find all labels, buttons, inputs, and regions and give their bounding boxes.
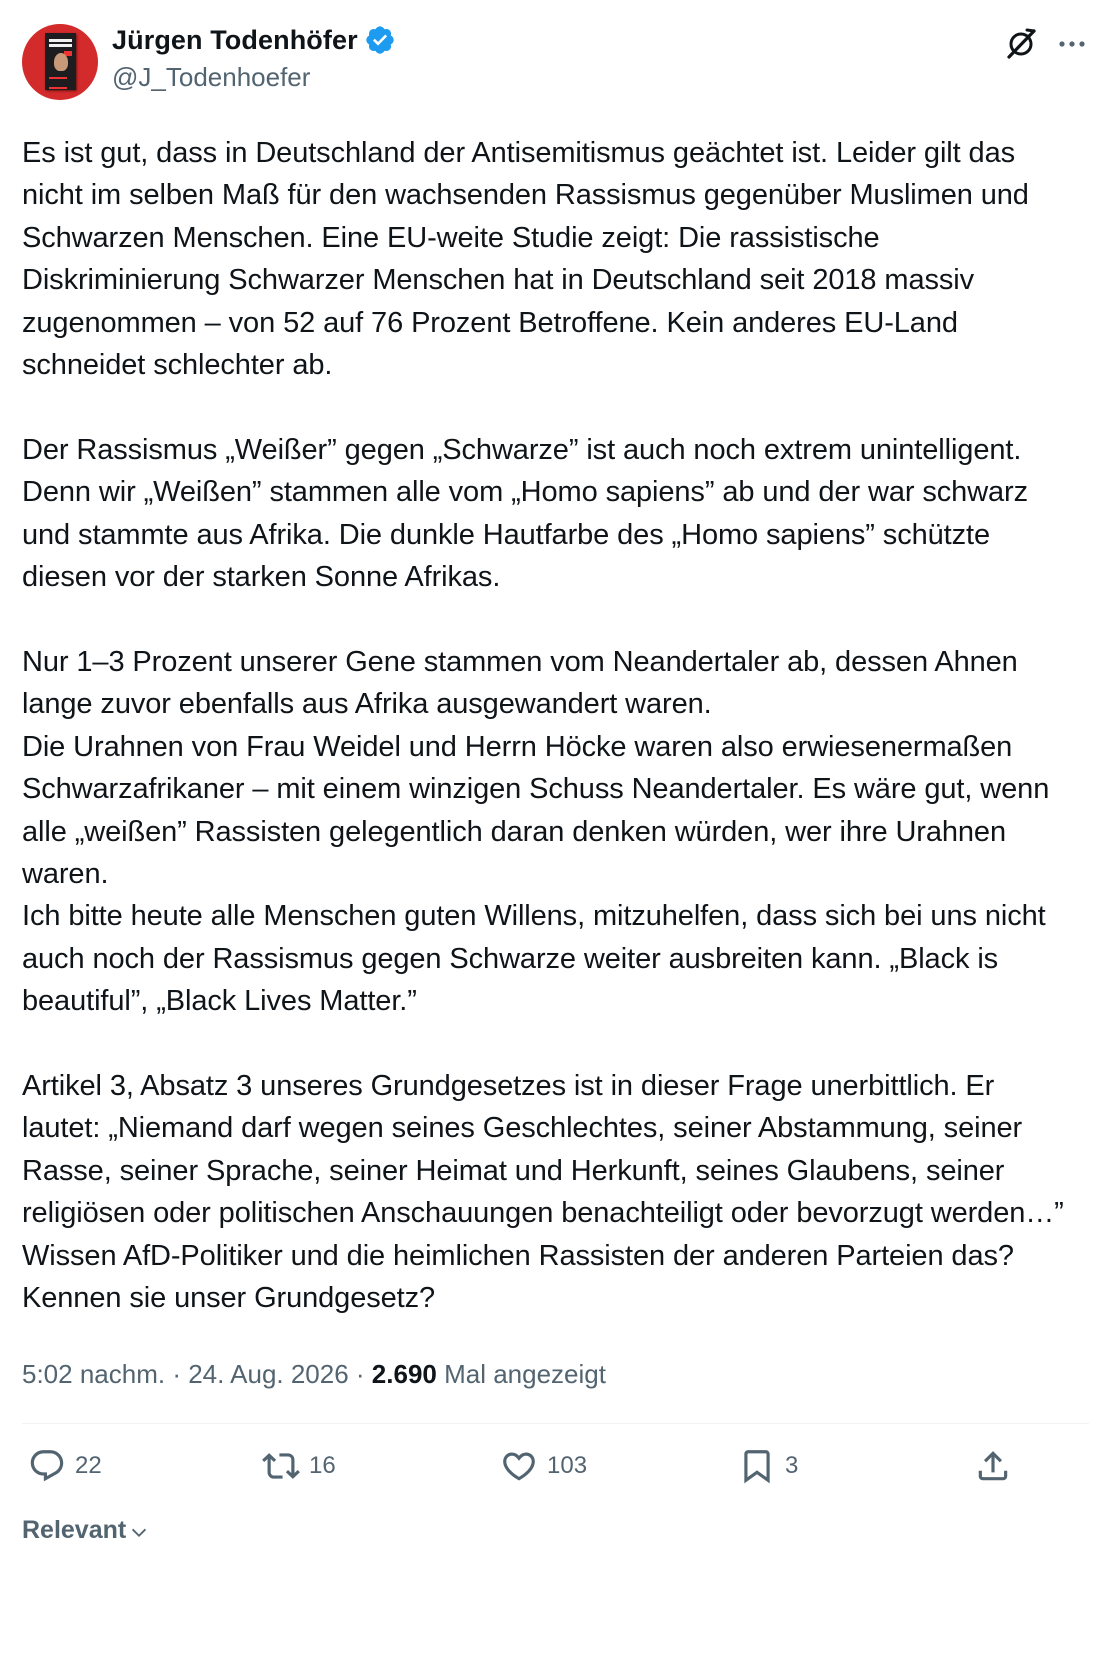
verified-badge-icon[interactable] (364, 24, 396, 56)
chevron-down-icon (128, 1522, 150, 1544)
sort-label: Relevant (22, 1515, 127, 1544)
repost-count: 16 (309, 1452, 336, 1480)
grok-icon[interactable] (1003, 26, 1039, 62)
author-handle[interactable]: @J_Todenhoefer (112, 62, 311, 92)
bookmark-icon (738, 1447, 776, 1485)
tweet-text: Es ist gut, dass in Deutschland der Antisemitismus geächtet ist. Leider gilt das nicht im selben Maß für den wachsenden Rassismus gegenüber Muslimen und Schwarzen Menschen. Eine EU-weite Studie zeigt: Die rassistische Diskriminierung Schwarzer Menschen hat in Deutschland seit 2018 massiv zugenommen – von 52 auf 76 Prozent Betroffene. Kein anderes EU-Land schneidet schlechter ab. Der Rassismus „Weißer” gegen „Schwarze” ist auch noch extrem unintelligent. Denn wir „Weißen” stammen alle vom „Homo sapiens” ab und der war schwarz und stammte aus Afrika. Die dunkle Hautfarbe des „Homo sapiens” schützte diesen vor der starken Sonne Afrikas. Nur 1–3 Prozent unserer Gene stammen vom Neandertaler ab, dessen Ahnen lange zuvor ebenfalls aus Afrika ausgewandert waren. Die Urahnen von Frau Weidel und Herrn Höcke waren also erwiesenermaßen Schwarzafrikaner – mit einem winzigen Schuss Neandertaler. Es wäre gut, wenn alle „weißen” Rassisten gelegentlich daran denken würden, wer ihre Urahnen waren. Ich bitte heute alle Menschen guten Willens, mitzuhelfen, dass sich bei uns nicht auch noch der Rassismus gegen Schwarze weiter ausbreiten kann. „Black is beautiful”, „Black Lives Matter.” Artikel 3, Absatz 3 unseres Grundgesetzes ist in dieser Frage unerbittlich. Er lautet: „Niemand darf wegen seines Geschlechtes, seiner Abstammung, seiner Rasse, seiner Sprache, seiner Heimat und Herkunft, seines Glaubens, seiner religiösen oder politischen Anschauungen benachteiligt oder bevorzugt werden…” Wissen AfD-Politiker und die heimlichen Rassisten der anderen Parteien das? Kennen sie unser Grundgesetz? (22, 137, 1064, 1314)
post-date[interactable]: 24. Aug. 2026 (188, 1359, 349, 1390)
tweet (22, 22, 1089, 1550)
meta-separator: · (165, 1359, 189, 1390)
tweet-metadata (22, 1356, 1089, 1392)
tweet-header (22, 22, 1089, 102)
author-display-name[interactable]: Jürgen Todenhöfer (112, 24, 358, 55)
author-info (112, 22, 396, 93)
share-button[interactable] (974, 1447, 1012, 1485)
share-icon (974, 1447, 1012, 1485)
reply-sort-dropdown[interactable] (22, 1510, 1089, 1550)
action-bar (22, 1424, 1089, 1510)
views-label: Mal angezeigt (436, 1359, 606, 1390)
reply-icon (28, 1447, 66, 1485)
bookmark-button[interactable] (738, 1447, 798, 1485)
repost-button[interactable] (262, 1447, 336, 1485)
heart-icon (500, 1447, 538, 1485)
post-time[interactable]: 5:02 nachm. (22, 1359, 166, 1390)
views-count: 2.690 (371, 1359, 437, 1390)
like-count: 103 (547, 1452, 588, 1480)
avatar[interactable] (22, 24, 98, 100)
meta-separator: · (348, 1359, 372, 1390)
book-cover-image (45, 33, 76, 90)
like-button[interactable] (500, 1447, 587, 1485)
bookmark-count: 3 (785, 1452, 799, 1480)
reply-button[interactable] (28, 1447, 102, 1485)
repost-icon (262, 1447, 300, 1485)
more-options-icon[interactable] (1055, 27, 1089, 61)
reply-count: 22 (75, 1452, 102, 1480)
header-actions (1003, 26, 1089, 62)
